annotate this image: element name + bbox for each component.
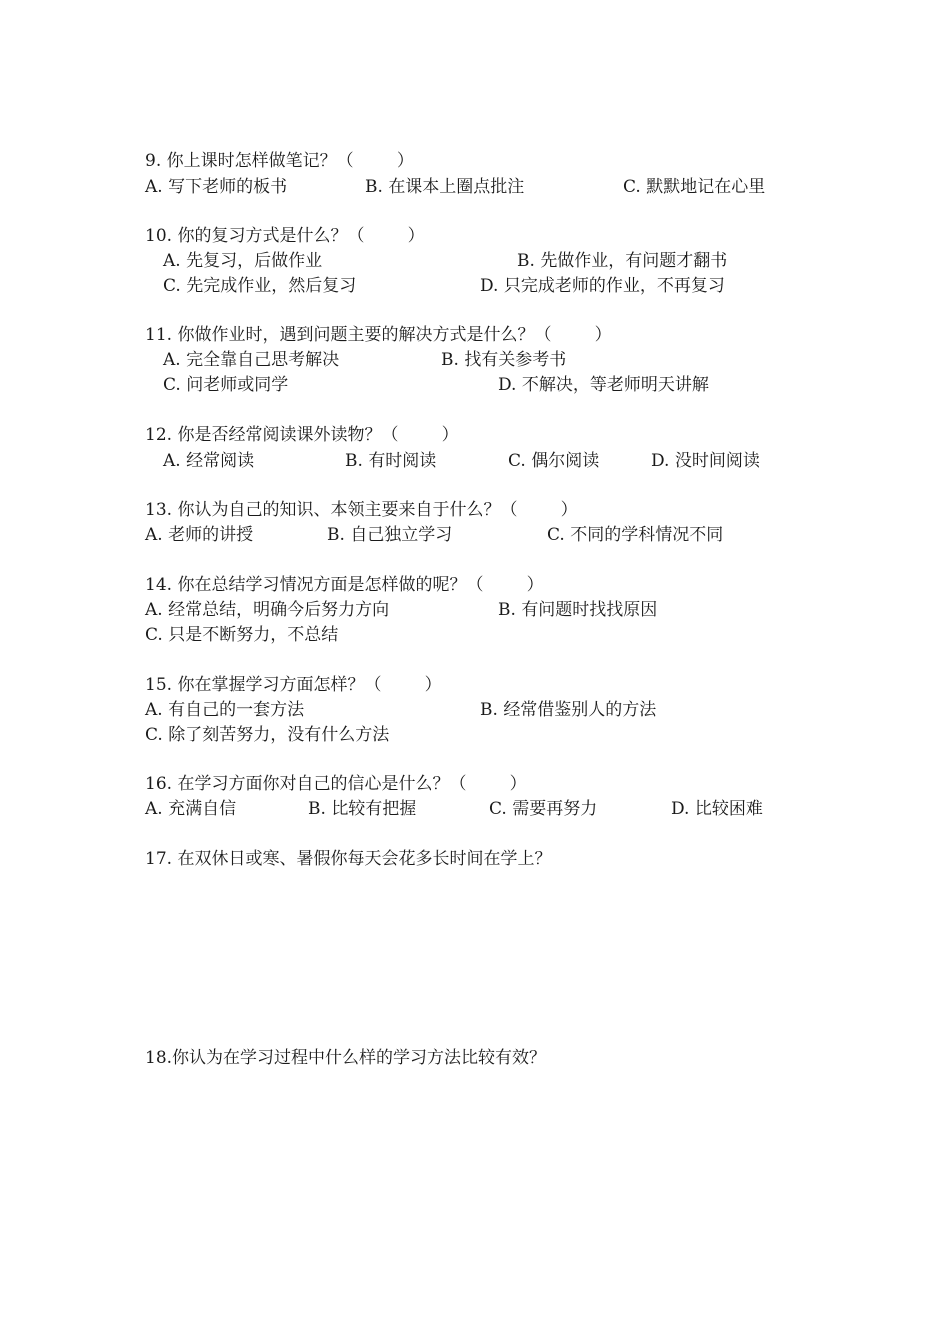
option-11-d: D. 不解决，等老师明天讲解 <box>498 375 709 395</box>
question-9 <box>145 150 414 172</box>
question-10 <box>145 225 425 247</box>
question-14 <box>145 574 544 596</box>
question-text: 你在掌握学习方面怎样？（ ） <box>177 675 442 695</box>
question-number: 18. <box>145 1048 173 1068</box>
option-12-c: C. 偶尔阅读 <box>508 451 600 471</box>
question-number: 13. <box>145 500 173 520</box>
question-text: 你上课时怎样做笔记？（ ） <box>166 151 414 171</box>
option-11-a: A. 完全靠自己思考解决 <box>163 350 340 370</box>
question-number: 17. <box>145 849 173 869</box>
option-10-a: A. 先复习，后做作业 <box>163 251 323 271</box>
option-13-a: A. 老师的讲授 <box>145 525 254 545</box>
option-9-a: A. 写下老师的板书 <box>145 177 288 197</box>
question-text: 你认为自己的知识、本领主要来自于什么？（ ） <box>177 500 578 520</box>
question-text: 你的复习方式是什么？（ ） <box>177 226 425 246</box>
question-number: 9. <box>145 151 162 171</box>
option-15-a: A. 有自己的一套方法 <box>145 700 305 720</box>
option-14-b: B. 有问题时找找原因 <box>498 600 658 620</box>
option-12-a: A. 经常阅读 <box>163 451 255 471</box>
question-12 <box>145 424 459 446</box>
question-11 <box>145 324 612 346</box>
question-16 <box>145 773 527 795</box>
question-text: 你是否经常阅读课外读物？（ ） <box>177 425 459 445</box>
option-11-b: B. 找有关参考书 <box>441 350 567 370</box>
question-text: 你做作业时，遇到问题主要的解决方式是什么？（ ） <box>177 325 612 345</box>
option-10-d: D. 只完成老师的作业，不再复习 <box>480 276 725 296</box>
option-15-b: B. 经常借鉴别人的方法 <box>480 700 657 720</box>
question-text: 在双休日或寒、暑假你每天会花多长时间在学上？ <box>177 849 552 869</box>
option-16-c: C. 需要再努力 <box>489 799 598 819</box>
option-12-d: D. 没时间阅读 <box>651 451 760 471</box>
option-12-b: B. 有时阅读 <box>345 451 437 471</box>
question-15 <box>145 674 442 696</box>
option-9-c: C. 默默地记在心里 <box>623 177 766 197</box>
option-11-c: C. 问老师或同学 <box>163 375 289 395</box>
option-13-c: C. 不同的学科情况不同 <box>547 525 724 545</box>
question-text: 你在总结学习情况方面是怎样做的呢？（ ） <box>177 575 544 595</box>
option-10-b: B. 先做作业，有问题才翻书 <box>517 251 728 271</box>
option-9-b: B. 在课本上圈点批注 <box>365 177 525 197</box>
question-number: 11. <box>145 325 173 345</box>
option-14-a: A. 经常总结，明确今后努力方向 <box>145 600 390 620</box>
option-15-c: C. 除了刻苦努力，没有什么方法 <box>145 725 390 745</box>
option-13-b: B. 自己独立学习 <box>327 525 453 545</box>
question-number: 10. <box>145 226 173 246</box>
question-number: 15. <box>145 675 173 695</box>
question-number: 12. <box>145 425 173 445</box>
question-18 <box>145 1047 546 1069</box>
option-10-c: C. 先完成作业，然后复习 <box>163 276 357 296</box>
question-17 <box>145 848 551 870</box>
option-16-b: B. 比较有把握 <box>308 799 417 819</box>
option-16-d: D. 比较困难 <box>671 799 763 819</box>
question-number: 16. <box>145 774 173 794</box>
option-14-c: C. 只是不断努力，不总结 <box>145 625 339 645</box>
question-number: 14. <box>145 575 173 595</box>
option-16-a: A. 充满自信 <box>145 799 237 819</box>
question-text: 你认为在学习过程中什么样的学习方法比较有效？ <box>172 1048 547 1068</box>
question-13 <box>145 499 578 521</box>
question-text: 在学习方面你对自己的信心是什么？（ ） <box>177 774 527 794</box>
